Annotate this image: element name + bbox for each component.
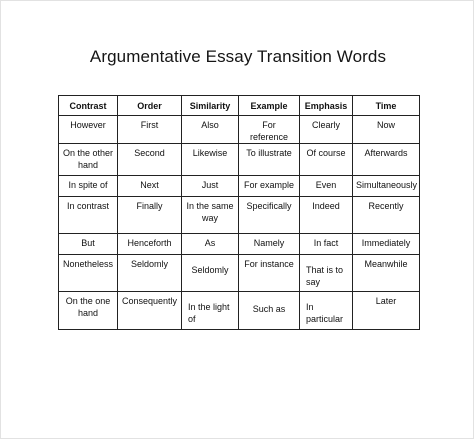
column-header-time: Time: [353, 96, 420, 116]
table-row: [59, 255, 420, 292]
table-cell: In the same way: [182, 197, 239, 234]
table-cell: Second: [118, 144, 182, 176]
table-cell: Meanwhile: [353, 255, 420, 292]
table-cell: That is to say: [300, 255, 353, 292]
table-cell: Nonetheless: [59, 255, 118, 292]
column-header-emphasis: Emphasis: [300, 96, 353, 116]
table-cell: Henceforth: [118, 234, 182, 255]
column-header-order: Order: [118, 96, 182, 116]
table-cell: Next: [118, 176, 182, 197]
table-cell: Namely: [239, 234, 300, 255]
table-cell: Simultaneously: [353, 176, 420, 197]
column-header-example: Example: [239, 96, 300, 116]
table-cell: Consequently: [118, 292, 182, 330]
table-cell: For example: [239, 176, 300, 197]
table-cell: Later: [353, 292, 420, 330]
table-cell: In contrast: [59, 197, 118, 234]
table-header-row: [59, 96, 420, 116]
table-cell: Even: [300, 176, 353, 197]
table-cell: On the other hand: [59, 144, 118, 176]
table-cell: Immediately: [353, 234, 420, 255]
table-cell: Specifically: [239, 197, 300, 234]
table-cell: However: [59, 116, 118, 144]
table-row: [59, 144, 420, 176]
table-cell: Seldomly: [118, 255, 182, 292]
table-cell: Indeed: [300, 197, 353, 234]
transition-words-table: [58, 95, 420, 330]
table-cell: To illustrate: [239, 144, 300, 176]
table-row: [59, 197, 420, 234]
table-cell: Seldomly: [182, 255, 239, 292]
table-row: [59, 292, 420, 330]
column-header-contrast: Contrast: [59, 96, 118, 116]
table-row: [59, 116, 420, 144]
table-cell: Also: [182, 116, 239, 144]
table-cell: Just: [182, 176, 239, 197]
table-row: [59, 176, 420, 197]
table-cell: Of course: [300, 144, 353, 176]
document-title: Argumentative Essay Transition Words: [89, 47, 387, 66]
table-cell: But: [59, 234, 118, 255]
table-cell: First: [118, 116, 182, 144]
table-row: [59, 234, 420, 255]
table-cell: Such as: [239, 292, 300, 330]
table-cell: For reference: [239, 116, 300, 144]
table-cell: Clearly: [300, 116, 353, 144]
table-cell: Likewise: [182, 144, 239, 176]
table-cell: As: [182, 234, 239, 255]
table-cell: On the one hand: [59, 292, 118, 330]
table-cell: Recently: [353, 197, 420, 234]
table-cell: Finally: [118, 197, 182, 234]
column-header-similarity: Similarity: [182, 96, 239, 116]
table-cell: Now: [353, 116, 420, 144]
table-cell: In particular: [300, 292, 353, 330]
table-cell: For instance: [239, 255, 300, 292]
table-cell: In the light of: [182, 292, 239, 330]
table-cell: In spite of: [59, 176, 118, 197]
table-cell: Afterwards: [353, 144, 420, 176]
table-cell: In fact: [300, 234, 353, 255]
